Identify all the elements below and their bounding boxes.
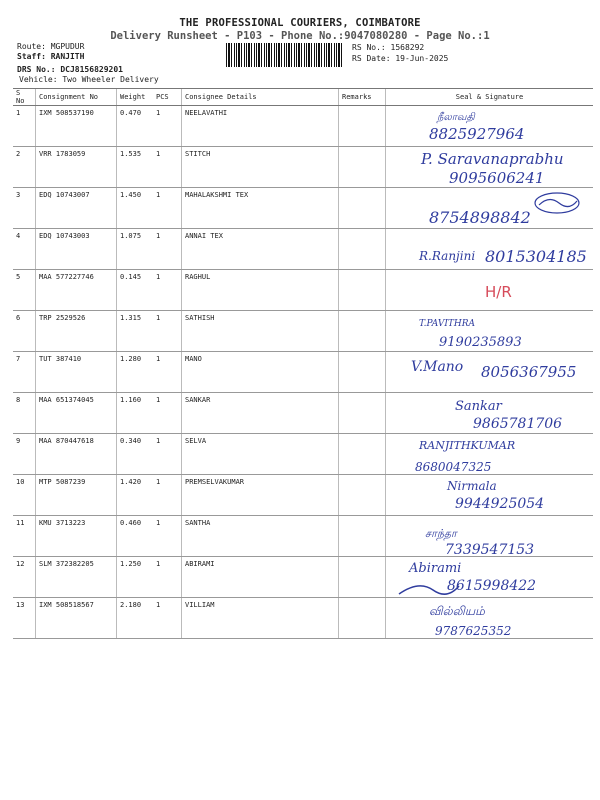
consignment-cell: KMU 3713223 bbox=[36, 516, 117, 557]
weight-cell: 0.340 bbox=[117, 434, 154, 475]
consignee-cell: MAHALAKSHMI TEX bbox=[182, 188, 339, 229]
pcs-cell: 1 bbox=[153, 475, 182, 516]
weight-cell: 1.280 bbox=[117, 352, 154, 393]
handwritten-signature bbox=[389, 109, 600, 147]
signature-cell bbox=[386, 270, 594, 311]
table-row bbox=[13, 147, 593, 188]
svg-text:8825927964: 8825927964 bbox=[429, 125, 525, 143]
signature-cell bbox=[386, 188, 594, 229]
consignment-cell: EDQ 10743003 bbox=[36, 229, 117, 270]
consignment-cell: MAA 651374045 bbox=[36, 393, 117, 434]
consignment-cell: MTP 5087239 bbox=[36, 475, 117, 516]
weight-cell: 1.450 bbox=[117, 188, 154, 229]
company-title: THE PROFESSIONAL COURIERS, COIMBATORE bbox=[179, 17, 421, 29]
weight-cell: 2.180 bbox=[117, 598, 154, 639]
pcs-cell: 1 bbox=[153, 393, 182, 434]
sno-cell: 2 bbox=[13, 147, 36, 188]
consignment-cell: TUT 387410 bbox=[36, 352, 117, 393]
handwritten-signature bbox=[389, 396, 600, 434]
consignee-cell: VILLIAM bbox=[182, 598, 339, 639]
consignee-cell: PREMSELVAKUMAR bbox=[182, 475, 339, 516]
consignee-cell: ABIRAMI bbox=[182, 557, 339, 598]
col-remarks: Remarks bbox=[339, 89, 386, 106]
svg-text:V.Mano: V.Mano bbox=[411, 359, 464, 375]
svg-text:8680047325: 8680047325 bbox=[415, 460, 492, 474]
svg-text:H/R: H/R bbox=[485, 283, 512, 301]
staff-label: Staff: RANJITH bbox=[17, 52, 85, 61]
sno-cell: 10 bbox=[13, 475, 36, 516]
svg-text:8754898842: 8754898842 bbox=[429, 208, 531, 227]
svg-text:8015304185: 8015304185 bbox=[485, 247, 587, 266]
svg-text:T.PAVITHRA: T.PAVITHRA bbox=[419, 319, 476, 329]
consignee-cell: SANKAR bbox=[182, 393, 339, 434]
pcs-cell: 1 bbox=[153, 270, 182, 311]
table-row bbox=[13, 516, 593, 557]
sno-cell: 6 bbox=[13, 311, 36, 352]
weight-cell: 0.145 bbox=[117, 270, 154, 311]
weight-cell: 0.470 bbox=[117, 106, 154, 147]
handwritten-signature bbox=[389, 601, 600, 639]
route-label: Route: MGPUDUR bbox=[17, 42, 85, 51]
remarks-cell bbox=[339, 270, 386, 311]
pcs-cell: 1 bbox=[153, 557, 182, 598]
pcs-cell: 1 bbox=[153, 352, 182, 393]
consignment-cell: IXM 508518567 bbox=[36, 598, 117, 639]
pcs-cell: 1 bbox=[153, 516, 182, 557]
svg-text:7339547153: 7339547153 bbox=[445, 542, 535, 557]
signature-cell bbox=[386, 393, 594, 434]
handwritten-signature bbox=[389, 519, 600, 557]
table-row bbox=[13, 393, 593, 434]
weight-cell: 0.460 bbox=[117, 516, 154, 557]
pcs-cell: 1 bbox=[153, 229, 182, 270]
rs-date: RS Date: 19-Jun-2025 bbox=[352, 54, 449, 63]
consignment-cell: SLM 372382205 bbox=[36, 557, 117, 598]
delivery-table bbox=[13, 88, 593, 639]
consignment-cell: MAA 577227746 bbox=[36, 270, 117, 311]
signature-cell bbox=[386, 147, 594, 188]
consignee-cell: NEELAVATHI bbox=[182, 106, 339, 147]
table-row bbox=[13, 352, 593, 393]
consignee-cell: SATHISH bbox=[182, 311, 339, 352]
svg-text:9787625352: 9787625352 bbox=[435, 624, 512, 638]
table-row bbox=[13, 598, 593, 639]
weight-cell: 1.250 bbox=[117, 557, 154, 598]
signature-cell bbox=[386, 516, 594, 557]
svg-text:சாந்தா: சாந்தா bbox=[425, 527, 457, 540]
barcode bbox=[226, 43, 344, 67]
svg-text:Abirami: Abirami bbox=[409, 561, 462, 576]
svg-text:9095606241: 9095606241 bbox=[449, 169, 545, 187]
sno-cell: 13 bbox=[13, 598, 36, 639]
col-signature: Seal & Signature bbox=[386, 89, 594, 106]
remarks-cell bbox=[339, 516, 386, 557]
table-row bbox=[13, 434, 593, 475]
svg-text:Nirmala: Nirmala bbox=[447, 479, 497, 493]
signature-cell bbox=[386, 352, 594, 393]
pcs-cell: 1 bbox=[153, 147, 182, 188]
table-row bbox=[13, 188, 593, 229]
table-row bbox=[13, 229, 593, 270]
rs-number: RS No.: 1568292 bbox=[352, 43, 425, 52]
remarks-cell bbox=[339, 229, 386, 270]
col-sno: S No bbox=[13, 89, 36, 106]
table-row bbox=[13, 475, 593, 516]
remarks-cell bbox=[339, 352, 386, 393]
pcs-cell: 1 bbox=[153, 598, 182, 639]
handwritten-signature bbox=[389, 560, 600, 598]
weight-cell: 1.160 bbox=[117, 393, 154, 434]
remarks-cell bbox=[339, 393, 386, 434]
pcs-cell: 1 bbox=[153, 434, 182, 475]
consignee-cell: SELVA bbox=[182, 434, 339, 475]
svg-text:9865781706: 9865781706 bbox=[473, 416, 563, 432]
table-row bbox=[13, 106, 593, 147]
remarks-cell bbox=[339, 147, 386, 188]
remarks-cell bbox=[339, 557, 386, 598]
weight-cell: 1.075 bbox=[117, 229, 154, 270]
consignee-cell: SANTHA bbox=[182, 516, 339, 557]
svg-text:8056367955: 8056367955 bbox=[481, 363, 577, 381]
sno-cell: 8 bbox=[13, 393, 36, 434]
weight-cell: 1.315 bbox=[117, 311, 154, 352]
sno-cell: 3 bbox=[13, 188, 36, 229]
svg-text:P. Saravanaprabhu: P. Saravanaprabhu bbox=[421, 150, 564, 168]
pcs-cell: 1 bbox=[153, 188, 182, 229]
svg-text:9944925054: 9944925054 bbox=[455, 496, 545, 512]
remarks-cell bbox=[339, 311, 386, 352]
sno-cell: 9 bbox=[13, 434, 36, 475]
sno-cell: 4 bbox=[13, 229, 36, 270]
remarks-cell bbox=[339, 598, 386, 639]
consignee-cell: RAGHUL bbox=[182, 270, 339, 311]
svg-text:Sankar: Sankar bbox=[455, 399, 502, 414]
pcs-cell: 1 bbox=[153, 311, 182, 352]
handwritten-signature bbox=[389, 478, 600, 516]
svg-text:8615998422: 8615998422 bbox=[447, 578, 537, 594]
col-consignment: Consignment No bbox=[36, 89, 117, 106]
drs-number: DRS No.: DCJ8156829201 bbox=[17, 65, 123, 74]
signature-cell bbox=[386, 311, 594, 352]
vehicle-label: Vehicle: Two Wheeler Delivery bbox=[19, 75, 159, 84]
signature-cell bbox=[386, 557, 594, 598]
consignment-cell: TRP 2529526 bbox=[36, 311, 117, 352]
handwritten-signature bbox=[389, 273, 600, 311]
sno-cell: 12 bbox=[13, 557, 36, 598]
col-weight: Weight bbox=[117, 89, 154, 106]
runsheet-subtitle: Delivery Runsheet - P103 - Phone No.:9047080280 - Page No.:1 bbox=[110, 30, 490, 42]
handwritten-signature bbox=[389, 437, 600, 475]
handwritten-signature bbox=[389, 314, 600, 352]
handwritten-signature bbox=[389, 191, 600, 229]
table-header-row bbox=[13, 89, 593, 106]
sno-cell: 5 bbox=[13, 270, 36, 311]
remarks-cell bbox=[339, 475, 386, 516]
signature-cell bbox=[386, 229, 594, 270]
consignee-cell: ANNAI TEX bbox=[182, 229, 339, 270]
consignment-cell: MAA 870447618 bbox=[36, 434, 117, 475]
signature-cell bbox=[386, 106, 594, 147]
svg-text:9190235893: 9190235893 bbox=[439, 335, 522, 350]
weight-cell: 1.420 bbox=[117, 475, 154, 516]
signature-cell bbox=[386, 475, 594, 516]
table-row bbox=[13, 557, 593, 598]
handwritten-signature bbox=[389, 355, 600, 393]
svg-text:RANJITHKUMAR: RANJITHKUMAR bbox=[419, 439, 516, 452]
pcs-cell: 1 bbox=[153, 106, 182, 147]
table-row bbox=[13, 270, 593, 311]
col-consignee: Consignee Details bbox=[182, 89, 339, 106]
svg-text:R.Ranjini: R.Ranjini bbox=[419, 249, 476, 263]
weight-cell: 1.535 bbox=[117, 147, 154, 188]
handwritten-signature bbox=[389, 232, 600, 270]
remarks-cell bbox=[339, 434, 386, 475]
signature-cell bbox=[386, 598, 594, 639]
svg-text:நீலாவதி: நீலாவதி bbox=[437, 112, 475, 123]
consignment-cell: VRR 1783059 bbox=[36, 147, 117, 188]
consignee-cell: MANO bbox=[182, 352, 339, 393]
sno-cell: 7 bbox=[13, 352, 36, 393]
handwritten-signature bbox=[389, 150, 600, 188]
sno-cell: 1 bbox=[13, 106, 36, 147]
consignee-cell: STITCH bbox=[182, 147, 339, 188]
remarks-cell bbox=[339, 188, 386, 229]
remarks-cell bbox=[339, 106, 386, 147]
svg-text:வில்லியம்: வில்லியம் bbox=[429, 604, 485, 618]
consignment-cell: IXM 508537190 bbox=[36, 106, 117, 147]
col-pcs: PCS bbox=[153, 89, 182, 106]
signature-cell bbox=[386, 434, 594, 475]
consignment-cell: EDQ 10743007 bbox=[36, 188, 117, 229]
table-row bbox=[13, 311, 593, 352]
sno-cell: 11 bbox=[13, 516, 36, 557]
